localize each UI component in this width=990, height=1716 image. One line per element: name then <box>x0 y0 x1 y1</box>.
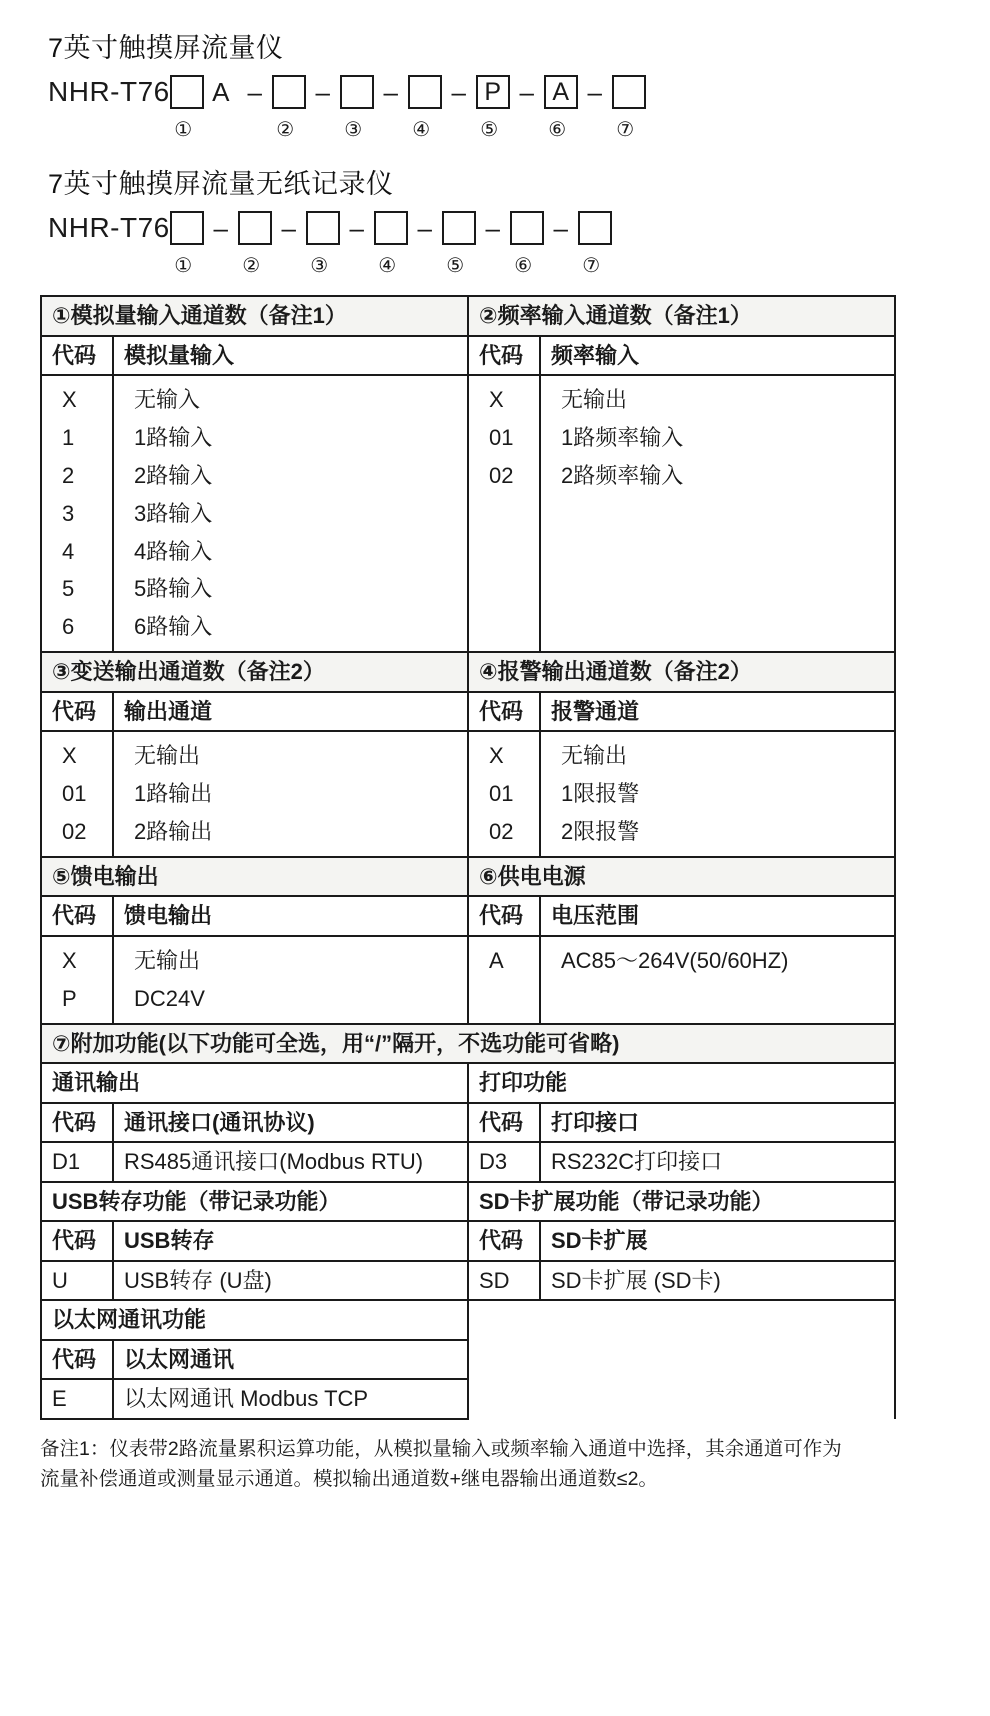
group4-row1-right-desc: RS232C打印接口 <box>540 1142 895 1182</box>
code-box-1-4[interactable] <box>408 75 442 109</box>
table-row <box>41 896 895 936</box>
table-row <box>41 1142 895 1182</box>
table-row <box>41 692 895 732</box>
list-item: P <box>62 985 77 1011</box>
code-box-2-3[interactable] <box>306 211 340 245</box>
index-1-5: ⑤ <box>480 118 499 141</box>
code-box-2-6[interactable] <box>510 211 544 245</box>
group1-left-codes <box>41 375 113 652</box>
model-title-2: 7英寸触摸屏流量无纸记录仪 <box>48 169 394 199</box>
group1-left-col2: 模拟量输入 <box>113 336 468 376</box>
group4-row1-left-col1: 代码 <box>41 1103 113 1143</box>
group4-row1-left-code: D1 <box>41 1142 113 1182</box>
spec-table-wrapper <box>40 295 896 1494</box>
model-prefix-1: NHR-T76 <box>48 76 170 107</box>
table-row <box>41 1063 895 1103</box>
list-item: X <box>489 387 504 412</box>
group1-right-col1: 代码 <box>468 336 540 376</box>
group4-row2-right-code: SD <box>468 1261 540 1301</box>
index-2-3: ③ <box>310 254 329 277</box>
group4-row3-right-empty <box>468 1300 895 1419</box>
code-box-2-4[interactable] <box>374 211 408 245</box>
list-item: A <box>489 947 504 973</box>
model-prefix-2: NHR-T76 <box>48 212 170 243</box>
group2-left-head: ③变送输出通道数（备注2） <box>41 652 468 692</box>
code-box-1-7[interactable] <box>612 75 646 109</box>
code-sep-2-3: – <box>349 212 364 243</box>
list-item: 无输出 <box>561 743 628 769</box>
group2-left-descs <box>113 731 468 857</box>
model-block-1 <box>48 26 646 145</box>
group4-row3-left-sub: 以太网通讯功能 <box>41 1300 468 1340</box>
table-row <box>41 731 895 857</box>
code-sep-2-5: – <box>485 212 500 243</box>
group3-left-col1: 代码 <box>41 896 113 936</box>
code-box-2-1[interactable] <box>170 211 204 245</box>
code-box-1-5[interactable]: P <box>476 75 510 109</box>
list-item: 02 <box>489 819 514 845</box>
code-box-2-2[interactable] <box>238 211 272 245</box>
spec-table <box>40 295 896 1420</box>
index-2-7: ⑦ <box>582 254 601 277</box>
table-row <box>41 652 895 692</box>
list-item: 3 <box>62 500 75 526</box>
list-item: 02 <box>62 819 87 845</box>
list-item: X <box>62 387 77 412</box>
list-item: 2路输入 <box>134 462 213 488</box>
group4-row2-right-sub: SD卡扩展功能（带记录功能） <box>468 1182 895 1222</box>
list-item: 2路频率输入 <box>561 462 684 488</box>
code-box-1-1[interactable] <box>170 75 204 109</box>
group4-row3-left-code: E <box>41 1379 113 1419</box>
group3-left-head: ⑤馈电输出 <box>41 857 468 897</box>
group1-left-head: ①模拟量输入通道数（备注1） <box>41 296 468 336</box>
group3-left-col2: 馈电输出 <box>113 896 468 936</box>
group4-row1-right-sub: 打印功能 <box>468 1063 895 1103</box>
list-item: 6路输入 <box>134 614 213 640</box>
group1-right-codes <box>468 375 540 652</box>
code-sep-1-3: – <box>383 76 398 107</box>
list-item: 无输入 <box>134 387 201 412</box>
group4-row2-left-sub: USB转存功能（带记录功能） <box>41 1182 468 1222</box>
code-box-1-3[interactable] <box>340 75 374 109</box>
group4-row3-left-desc: 以太网通讯 Modbus TCP <box>113 1379 468 1419</box>
list-item: 2路输出 <box>134 819 213 845</box>
group3-right-col1: 代码 <box>468 896 540 936</box>
group4-row2-left-col2: USB转存 <box>113 1221 468 1261</box>
model-code-row-1 <box>48 75 646 109</box>
list-item: X <box>62 743 77 769</box>
list-item: 5路输入 <box>134 576 213 602</box>
group1-left-descs <box>113 375 468 652</box>
group3-right-col2: 电压范围 <box>540 896 895 936</box>
list-item: 2 <box>62 462 75 488</box>
group4-row1-right-col2: 打印接口 <box>540 1103 895 1143</box>
list-item: 无输出 <box>561 387 628 412</box>
code-sep-2-4: – <box>417 212 432 243</box>
code-sep-1-2: – <box>315 76 330 107</box>
model-index-row-1 <box>48 113 646 145</box>
list-item: 1 <box>62 424 75 450</box>
list-item: 3路输入 <box>134 500 213 526</box>
group4-row1-left-col2: 通讯接口(通讯协议) <box>113 1103 468 1143</box>
list-item: 1路频率输入 <box>561 424 684 450</box>
list-item: 4路输入 <box>134 538 213 564</box>
list-item: 2限报警 <box>561 819 640 845</box>
code-plain-1-A: A <box>212 76 230 107</box>
group1-left-col1: 代码 <box>41 336 113 376</box>
code-sep-2-6: – <box>553 212 568 243</box>
code-box-2-5[interactable] <box>442 211 476 245</box>
list-item: AC85～264V(50/60HZ) <box>561 947 789 973</box>
group1-right-head: ②频率输入通道数（备注1） <box>468 296 895 336</box>
group4-head: ⑦附加功能(以下功能可全选，用“/”隔开，不选功能可省略) <box>41 1024 895 1064</box>
group2-right-descs <box>540 731 895 857</box>
list-item: 4 <box>62 538 75 564</box>
note-line-1: 备注1：仪表带2路流量累积运算功能，从模拟量输入或频率输入通道中选择，其余通道可作为 <box>40 1437 842 1460</box>
group2-left-codes <box>41 731 113 857</box>
group4-row3-left-col2: 以太网通讯 <box>113 1340 468 1380</box>
group1-right-col2: 频率输入 <box>540 336 895 376</box>
group4-row1-left-desc: RS485通讯接口(Modbus RTU) <box>113 1142 468 1182</box>
model-block-2 <box>48 162 612 281</box>
index-2-6: ⑥ <box>514 254 533 277</box>
list-item: 无输出 <box>134 947 201 973</box>
code-box-1-2[interactable] <box>272 75 306 109</box>
code-sep-2-2: – <box>281 212 296 243</box>
notes-block <box>40 1434 894 1494</box>
table-row <box>41 296 895 336</box>
group2-right-head: ④报警输出通道数（备注2） <box>468 652 895 692</box>
code-sep-1-6: – <box>587 76 602 107</box>
group3-left-descs <box>113 936 468 1024</box>
group4-row2-left-col1: 代码 <box>41 1221 113 1261</box>
list-item: X <box>489 743 504 769</box>
list-item: 01 <box>489 781 514 807</box>
group3-right-head: ⑥供电电源 <box>468 857 895 897</box>
group4-row2-right-col2: SD卡扩展 <box>540 1221 895 1261</box>
list-item: 6 <box>62 614 75 640</box>
code-sep-1-4: – <box>451 76 466 107</box>
group4-row2-right-col1: 代码 <box>468 1221 540 1261</box>
list-item: 1限报警 <box>561 781 640 807</box>
group1-right-descs <box>540 375 895 652</box>
list-item: 1路输出 <box>134 781 213 807</box>
group3-right-codes <box>468 936 540 1024</box>
list-item: 5 <box>62 576 75 602</box>
code-sep-2-1: – <box>213 212 228 243</box>
index-1-6: ⑥ <box>548 118 567 141</box>
index-2-4: ④ <box>378 254 397 277</box>
group3-right-descs <box>540 936 895 1024</box>
list-item: 01 <box>489 424 514 450</box>
list-item: DC24V <box>134 985 205 1011</box>
code-sep-1-5: – <box>519 76 534 107</box>
table-row <box>41 936 895 1024</box>
group4-row2-left-desc: USB转存 (U盘) <box>113 1261 468 1301</box>
index-2-1: ① <box>174 254 193 277</box>
index-2-2: ② <box>242 254 261 277</box>
group2-right-codes <box>468 731 540 857</box>
group2-left-col1: 代码 <box>41 692 113 732</box>
group2-left-col2: 输出通道 <box>113 692 468 732</box>
list-item: 01 <box>62 781 87 807</box>
table-row <box>41 375 895 652</box>
table-row <box>41 1261 895 1301</box>
group4-row3-left-col1: 代码 <box>41 1340 113 1380</box>
table-row <box>41 1024 895 1064</box>
note-line-2: 流量补偿通道或测量显示通道。模拟输出通道数+继电器输出通道数≤2。 <box>40 1467 658 1490</box>
group4-row1-left-sub: 通讯输出 <box>41 1063 468 1103</box>
group4-row2-left-code: U <box>41 1261 113 1301</box>
group3-left-codes <box>41 936 113 1024</box>
index-1-4: ④ <box>412 118 431 141</box>
code-sep-1-1: – <box>247 76 262 107</box>
list-item: 02 <box>489 462 514 488</box>
model-code-row-2 <box>48 211 612 245</box>
table-row <box>41 857 895 897</box>
index-1-3: ③ <box>344 118 363 141</box>
index-1-2: ② <box>276 118 295 141</box>
code-box-1-6[interactable]: A <box>544 75 578 109</box>
table-row <box>41 1300 895 1340</box>
index-1-1: ① <box>174 118 193 141</box>
group2-right-col2: 报警通道 <box>540 692 895 732</box>
index-1-7: ⑦ <box>616 118 635 141</box>
list-item: 1路输入 <box>134 424 213 450</box>
group4-row2-right-desc: SD卡扩展 (SD卡) <box>540 1261 895 1301</box>
list-item: X <box>62 947 77 973</box>
model-index-row-2 <box>48 249 612 281</box>
group4-row1-right-col1: 代码 <box>468 1103 540 1143</box>
table-row <box>41 336 895 376</box>
table-row <box>41 1103 895 1143</box>
list-item: 无输出 <box>134 743 201 769</box>
group2-right-col1: 代码 <box>468 692 540 732</box>
table-row <box>41 1221 895 1261</box>
group4-row1-right-code: D3 <box>468 1142 540 1182</box>
index-2-5: ⑤ <box>446 254 465 277</box>
code-box-2-7[interactable] <box>578 211 612 245</box>
table-row <box>41 1182 895 1222</box>
model-title-1: 7英寸触摸屏流量仪 <box>48 33 284 63</box>
